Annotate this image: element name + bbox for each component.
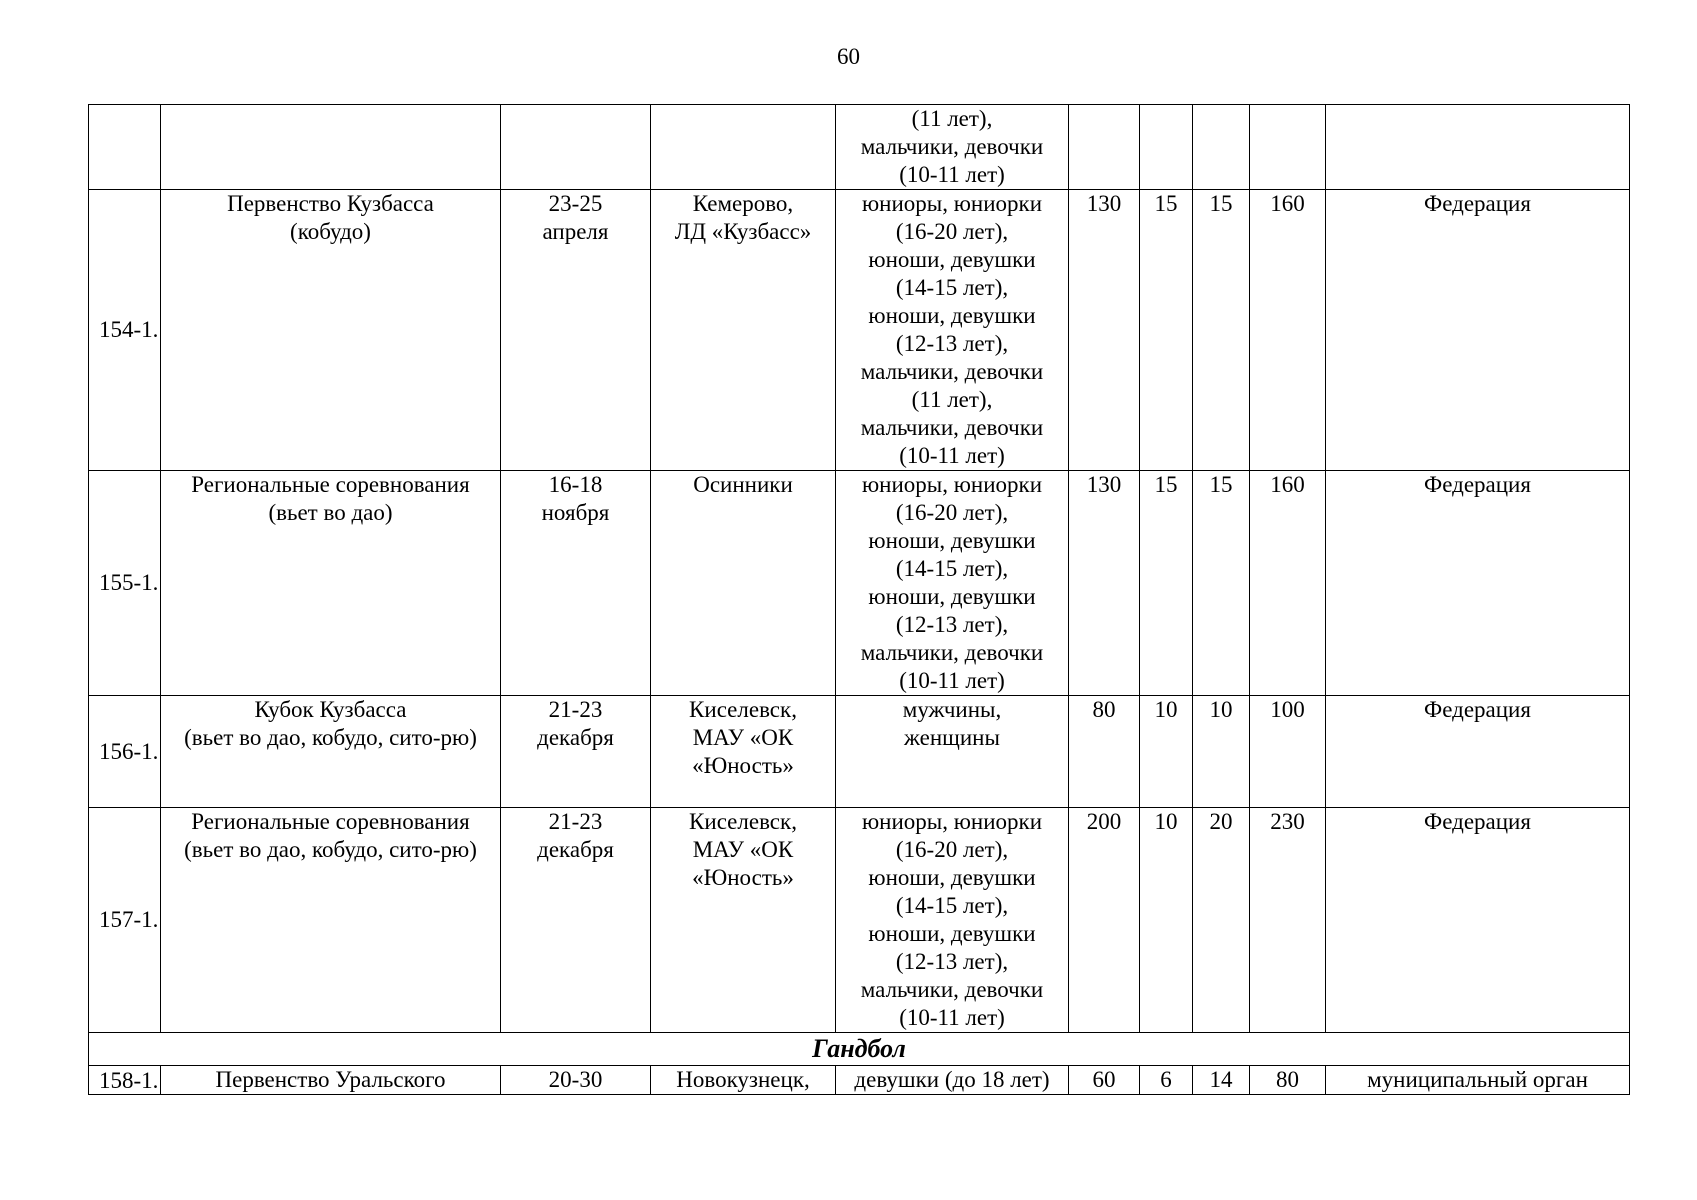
event-name-cell: Региональные соревнования (вьет во дао, кобудо, сито-рю) [161, 808, 501, 1033]
organizer-cell: Федерация [1326, 696, 1630, 808]
dates-cell: 20-30 [501, 1066, 651, 1095]
count-cell-1: 200 [1069, 808, 1140, 1033]
count-cell-total: 160 [1250, 190, 1326, 471]
event-name-cell [161, 105, 501, 190]
participants-cell: юниоры, юниорки (16-20 лет), юноши, девушки (14-15 лет), юноши, девушки (12-13 лет), мальчики, девочки (11 лет), мальчики, девочки (10-11 лет) [836, 190, 1069, 471]
dates-cell: 16-18 ноября [501, 471, 651, 696]
table-row [89, 105, 1630, 190]
event-name-cell: Региональные соревнования (вьет во дао) [161, 471, 501, 696]
count-cell-1: 130 [1069, 190, 1140, 471]
organizer-cell: муниципальный орган [1326, 1066, 1630, 1095]
count-cell-2: 10 [1140, 808, 1193, 1033]
count-cell-3: 14 [1193, 1066, 1250, 1095]
section-header-row [89, 1033, 1630, 1066]
count-cell-3: 20 [1193, 808, 1250, 1033]
participants-cell: юниоры, юниорки (16-20 лет), юноши, девушки (14-15 лет), юноши, девушки (12-13 лет), мальчики, девочки (10-11 лет) [836, 808, 1069, 1033]
event-name-cell: Первенство Уральского [161, 1066, 501, 1095]
section-title: Гандбол [89, 1033, 1630, 1066]
count-cell-2: 15 [1140, 190, 1193, 471]
row-number-cell [89, 105, 161, 190]
table-row [89, 190, 1630, 471]
count-cell-1: 130 [1069, 471, 1140, 696]
count-cell-total: 230 [1250, 808, 1326, 1033]
row-number-cell: 155-1. [89, 471, 161, 696]
row-number-cell: 157-1. [89, 808, 161, 1033]
count-cell-2 [1140, 105, 1193, 190]
participants-cell: мужчины, женщины [836, 696, 1069, 808]
count-cell-3: 15 [1193, 190, 1250, 471]
row-number-cell: 158-1. [89, 1066, 161, 1095]
count-cell-1 [1069, 105, 1140, 190]
dates-cell: 23-25 апреля [501, 190, 651, 471]
page-number: 60 [837, 44, 860, 69]
count-cell-2: 15 [1140, 471, 1193, 696]
dates-cell: 21-23 декабря [501, 808, 651, 1033]
participants-cell: девушки (до 18 лет) [836, 1066, 1069, 1095]
count-cell-total: 160 [1250, 471, 1326, 696]
venue-cell: Киселевск, МАУ «ОК «Юность» [651, 808, 836, 1033]
count-cell-2: 10 [1140, 696, 1193, 808]
count-cell-1: 60 [1069, 1066, 1140, 1095]
table-row [89, 471, 1630, 696]
row-number-cell: 154-1. [89, 190, 161, 471]
organizer-cell: Федерация [1326, 190, 1630, 471]
venue-cell [651, 105, 836, 190]
organizer-cell: Федерация [1326, 471, 1630, 696]
row-number-cell: 156-1. [89, 696, 161, 808]
count-cell-2: 6 [1140, 1066, 1193, 1095]
dates-cell: 21-23 декабря [501, 696, 651, 808]
venue-cell: Осинники [651, 471, 836, 696]
participants-cell: юниоры, юниорки (16-20 лет), юноши, девушки (14-15 лет), юноши, девушки (12-13 лет), мальчики, девочки (10-11 лет) [836, 471, 1069, 696]
venue-cell: Новокузнецк, [651, 1066, 836, 1095]
count-cell-3: 15 [1193, 471, 1250, 696]
count-cell-total: 80 [1250, 1066, 1326, 1095]
count-cell-3 [1193, 105, 1250, 190]
table-row [89, 1066, 1630, 1095]
participants-cell: (11 лет), мальчики, девочки (10-11 лет) [836, 105, 1069, 190]
organizer-cell: Федерация [1326, 808, 1630, 1033]
dates-cell [501, 105, 651, 190]
count-cell-3: 10 [1193, 696, 1250, 808]
table-row [89, 696, 1630, 808]
events-table [88, 104, 1630, 1095]
event-name-cell: Первенство Кузбасса (кобудо) [161, 190, 501, 471]
venue-cell: Киселевск, МАУ «ОК «Юность» [651, 696, 836, 808]
count-cell-total [1250, 105, 1326, 190]
table-row [89, 808, 1630, 1033]
venue-cell: Кемерово, ЛД «Кузбасс» [651, 190, 836, 471]
count-cell-total: 100 [1250, 696, 1326, 808]
count-cell-1: 80 [1069, 696, 1140, 808]
event-name-cell: Кубок Кузбасса (вьет во дао, кобудо, сито-рю) [161, 696, 501, 808]
organizer-cell [1326, 105, 1630, 190]
